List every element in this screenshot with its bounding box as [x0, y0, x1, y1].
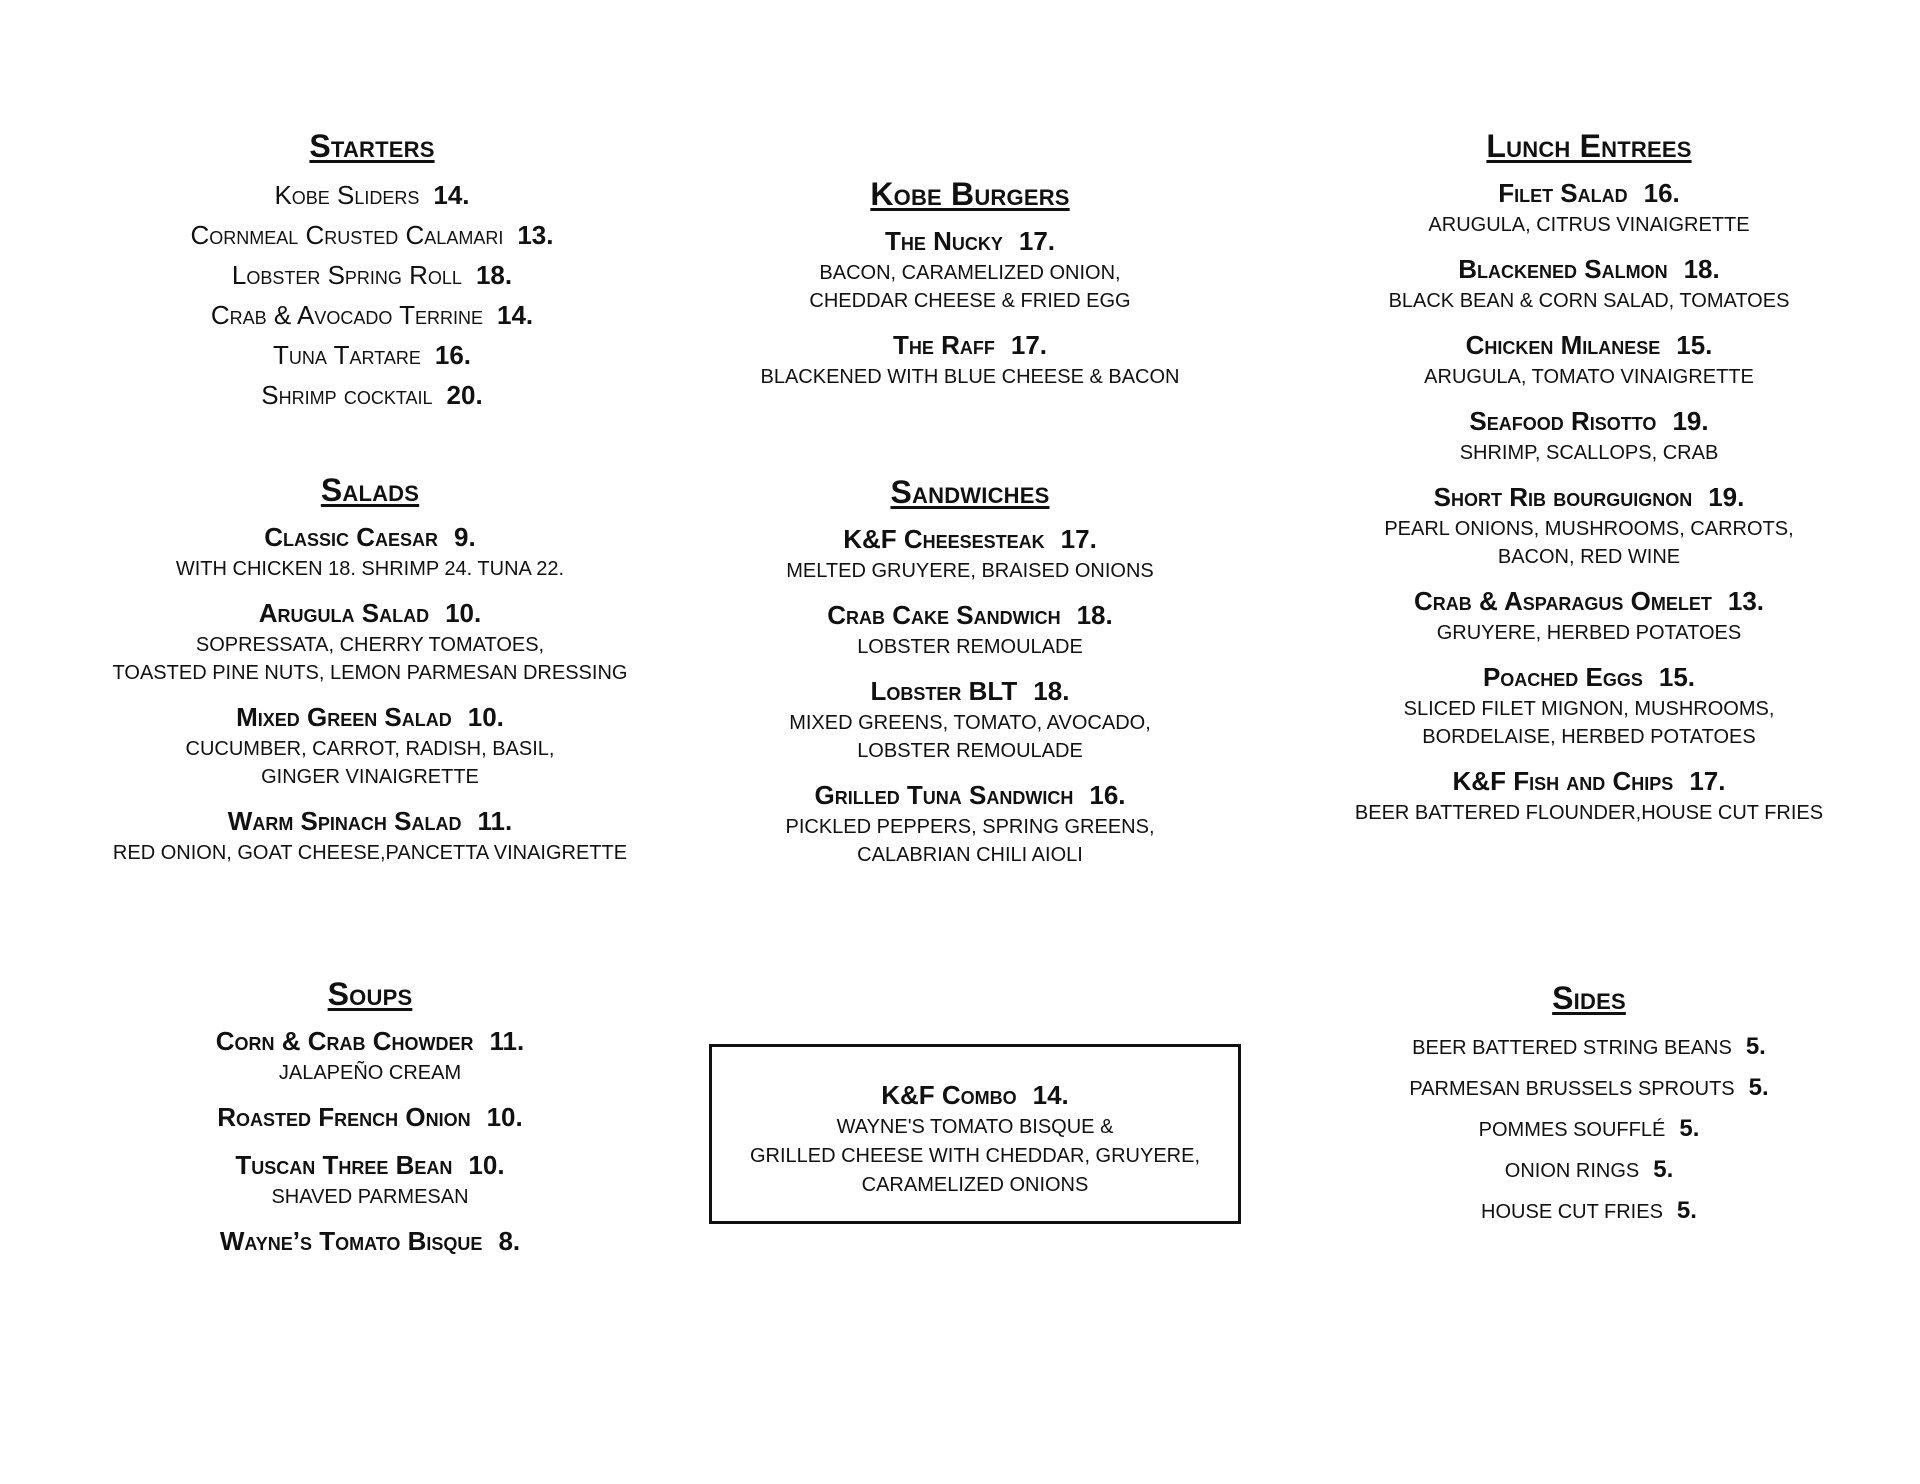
item-price: 15. [1658, 662, 1696, 692]
menu-item [1279, 403, 1899, 467]
item-name: Corn & Crab Chowder [215, 1026, 474, 1056]
item-name-row [1279, 763, 1899, 799]
menu-item [1279, 327, 1899, 391]
item-price: 16. [434, 340, 472, 370]
item-description: LOBSTER REMOULADE [857, 636, 1083, 658]
item-description: SOPRESSATA, CHERRY TOMATOES, [195, 634, 545, 656]
item-price: 15. [1676, 330, 1713, 360]
item-name: Tuscan Three Bean [235, 1150, 453, 1180]
item-price: 14. [433, 180, 470, 210]
menu-item [62, 295, 682, 335]
item-name: Mixed Green Salad [236, 702, 452, 732]
item-price: 16. [1089, 780, 1126, 810]
lunch-entrees-heading: Lunch Entrees [1486, 128, 1692, 164]
menu-item [60, 595, 680, 687]
item-name: The Nucky [884, 226, 1003, 256]
item-description: SHAVED PARMESAN [271, 1186, 469, 1208]
item-name-row [660, 673, 1280, 709]
item-description: BACON, CARAMELIZED ONION, [819, 262, 1121, 284]
soups-section [60, 976, 680, 1271]
item-description: ARUGULA, CITRUS VINAIGRETTE [1428, 214, 1750, 236]
item-name-row [1279, 659, 1899, 695]
menu-item [60, 1099, 680, 1135]
item-name: Classic Caesar [264, 522, 439, 552]
menu-item [60, 1147, 680, 1211]
side-item [1279, 1150, 1899, 1191]
combo-description: GRILLED CHEESE WITH CHEDDAR, GRUYERE, [749, 1145, 1201, 1167]
menu-item [1279, 175, 1899, 239]
item-name-row [1279, 251, 1899, 287]
item-name: HOUSE CUT FRIES [1481, 1201, 1663, 1223]
item-name-row [60, 803, 680, 839]
item-price: 13. [517, 220, 554, 250]
item-name-row [60, 595, 680, 631]
item-name: Poached Eggs [1482, 662, 1643, 692]
item-description: JALAPEÑO CREAM [278, 1062, 462, 1084]
item-price: 8. [498, 1226, 521, 1256]
salads-section [60, 472, 680, 879]
menu-item [62, 215, 682, 255]
item-name-row [60, 1023, 680, 1059]
item-price: 20. [446, 380, 483, 410]
item-name: Cornmeal Crusted Calamari [190, 220, 504, 250]
item-name: Blackened Salmon [1458, 254, 1668, 284]
menu-item [60, 1023, 680, 1087]
item-name-row [660, 777, 1280, 813]
starters-section [62, 128, 682, 415]
item-name: Lobster BLT [870, 676, 1018, 706]
item-name-row [712, 1077, 1238, 1113]
side-item [1279, 1027, 1899, 1068]
item-price: 5. [1676, 1197, 1697, 1224]
item-description: PICKLED PEPPERS, SPRING GREENS, [785, 816, 1155, 838]
item-name: Grilled Tuna Sandwich [814, 780, 1074, 810]
item-name: BEER BATTERED STRING BEANS [1412, 1037, 1732, 1059]
item-name: PARMESAN BRUSSELS SPROUTS [1409, 1078, 1735, 1100]
item-description: CUCUMBER, CARROT, RADISH, BASIL, [185, 738, 555, 760]
menu-item [62, 255, 682, 295]
item-price: 5. [1748, 1074, 1769, 1101]
item-description: MIXED GREENS, TOMATO, AVOCADO, [789, 712, 1151, 734]
item-price: 9. [454, 522, 476, 552]
item-description: MELTED GRUYERE, BRAISED ONIONS [786, 560, 1154, 582]
item-name: Tuna Tartare [272, 340, 421, 370]
item-description: GRUYERE, HERBED POTATOES [1436, 622, 1742, 644]
item-description: ARUGULA, TOMATO VINAIGRETTE [1424, 366, 1754, 388]
item-price: 19. [1672, 406, 1709, 436]
menu-item [660, 597, 1280, 661]
menu-item [660, 673, 1280, 765]
item-description: RED ONION, GOAT CHEESE,PANCETTA VINAIGRETTE [112, 842, 628, 864]
item-price: 17. [1010, 330, 1048, 360]
combo-box [709, 1044, 1241, 1224]
menu-item [60, 1223, 680, 1259]
item-name: Warm Spinach Salad [227, 806, 462, 836]
item-description: BLACKENED WITH BLUE CHEESE & BACON [760, 366, 1180, 388]
item-name: Arugula Salad [258, 598, 430, 628]
combo-name: K&F Combo [881, 1080, 1017, 1110]
menu-item [1279, 479, 1899, 571]
item-name-row [660, 223, 1280, 259]
item-name-row [60, 1223, 680, 1259]
item-price: 16. [1643, 178, 1680, 208]
item-price: 10. [445, 598, 482, 628]
item-price: 18. [1076, 600, 1113, 630]
item-name: Short Rib bourguignon [1433, 482, 1693, 512]
item-name-row [660, 521, 1280, 557]
item-name-row [60, 1147, 680, 1183]
combo-description: CARAMELIZED ONIONS [861, 1174, 1089, 1196]
item-price: 11. [477, 806, 513, 836]
item-price: 10. [467, 702, 504, 732]
item-name: Wayne’s Tomato Bisque [219, 1226, 483, 1256]
item-description: SLICED FILET MIGNON, MUSHROOMS, [1403, 698, 1775, 720]
side-item [1279, 1191, 1899, 1232]
lunch-entrees-section [1279, 128, 1899, 839]
kobe-burgers-heading: Kobe Burgers [870, 176, 1070, 212]
item-description: PEARL ONIONS, MUSHROOMS, CARROTS, [1384, 518, 1794, 540]
item-price: 11. [489, 1026, 525, 1056]
item-name: POMMES SOUFFLÉ [1478, 1119, 1666, 1141]
item-price: 5. [1745, 1033, 1766, 1060]
menu-item [60, 803, 680, 867]
item-name: Kobe Sliders [274, 180, 420, 210]
item-description: BORDELAISE, HERBED POTATOES [1422, 726, 1756, 748]
item-description: GINGER VINAIGRETTE [261, 766, 479, 788]
sandwiches-heading: Sandwiches [890, 474, 1050, 510]
sides-heading: Sides [1552, 980, 1626, 1016]
item-description: WITH CHICKEN 18. SHRIMP 24. TUNA 22. [175, 558, 565, 580]
item-description: CHEDDAR CHEESE & FRIED EGG [809, 290, 1131, 312]
item-name: K&F Cheesesteak [843, 524, 1045, 554]
combo-price: 14. [1032, 1080, 1069, 1110]
sandwiches-section [660, 474, 1280, 881]
kobe-burgers-section [660, 176, 1280, 403]
starters-heading: Starters [309, 128, 435, 164]
item-name: Crab & Avocado Terrine [210, 300, 483, 330]
menu-item [1279, 763, 1899, 827]
item-name-row [60, 1099, 680, 1135]
item-name: Crab & Asparagus Omelet [1413, 586, 1712, 616]
menu-item [60, 699, 680, 791]
item-name-row [1279, 403, 1899, 439]
item-name: Lobster Spring Roll [231, 260, 462, 290]
item-description: LOBSTER REMOULADE [857, 740, 1083, 762]
item-price: 18. [475, 260, 513, 290]
salads-heading: Salads [320, 472, 420, 508]
item-name: K&F Fish and Chips [1452, 766, 1674, 796]
item-name: Shrimp cocktail [261, 380, 433, 410]
menu-item [660, 327, 1280, 391]
item-name-row [660, 597, 1280, 633]
item-name-row [660, 327, 1280, 363]
item-price: 17. [1018, 226, 1056, 256]
item-name-row [60, 519, 680, 555]
item-name: Crab Cake Sandwich [827, 600, 1061, 630]
menu-item [60, 519, 680, 583]
menu-item [660, 777, 1280, 869]
item-name-row [1279, 583, 1899, 619]
item-price: 5. [1679, 1115, 1700, 1142]
item-description: BEER BATTERED FLOUNDER,HOUSE CUT FRIES [1354, 802, 1824, 824]
menu-item [660, 223, 1280, 315]
item-description: BLACK BEAN & CORN SALAD, TOMATOES [1388, 290, 1790, 312]
item-price: 10. [486, 1102, 523, 1132]
item-description: BACON, RED WINE [1497, 546, 1681, 568]
item-price: 13. [1727, 586, 1765, 616]
item-price: 17. [1689, 766, 1726, 796]
item-price: 10. [468, 1150, 505, 1180]
item-name: Roasted French Onion [217, 1102, 471, 1132]
sides-section [1279, 980, 1899, 1232]
item-name-row [1279, 327, 1899, 363]
menu-item [660, 521, 1280, 585]
item-price: 5. [1653, 1156, 1674, 1183]
item-description: TOASTED PINE NUTS, LEMON PARMESAN DRESSING [112, 662, 628, 684]
item-name: ONION RINGS [1504, 1160, 1640, 1182]
side-item [1279, 1068, 1899, 1109]
menu-item [62, 335, 682, 375]
item-name-row [1279, 175, 1899, 211]
soups-heading: Soups [327, 976, 413, 1012]
item-price: 18. [1683, 254, 1720, 284]
menu-item [1279, 659, 1899, 751]
side-item [1279, 1109, 1899, 1150]
item-name: Chicken Milanese [1465, 330, 1661, 360]
menu-item [1279, 251, 1899, 315]
item-price: 19. [1708, 482, 1745, 512]
menu-item [62, 375, 682, 415]
item-name-row [60, 699, 680, 735]
menu-item [62, 175, 682, 215]
item-description: SHRIMP, SCALLOPS, CRAB [1459, 442, 1719, 464]
item-name-row [1279, 479, 1899, 515]
item-name: The Raff [892, 330, 995, 360]
item-name: Filet Salad [1498, 178, 1628, 208]
item-price: 18. [1033, 676, 1070, 706]
item-description: CALABRIAN CHILI AIOLI [857, 844, 1083, 866]
menu-item [1279, 583, 1899, 647]
item-name: Seafood Risotto [1469, 406, 1657, 436]
item-price: 17. [1060, 524, 1097, 554]
combo-description: WAYNE'S TOMATO BISQUE & [836, 1116, 1114, 1138]
item-price: 14. [496, 300, 534, 330]
